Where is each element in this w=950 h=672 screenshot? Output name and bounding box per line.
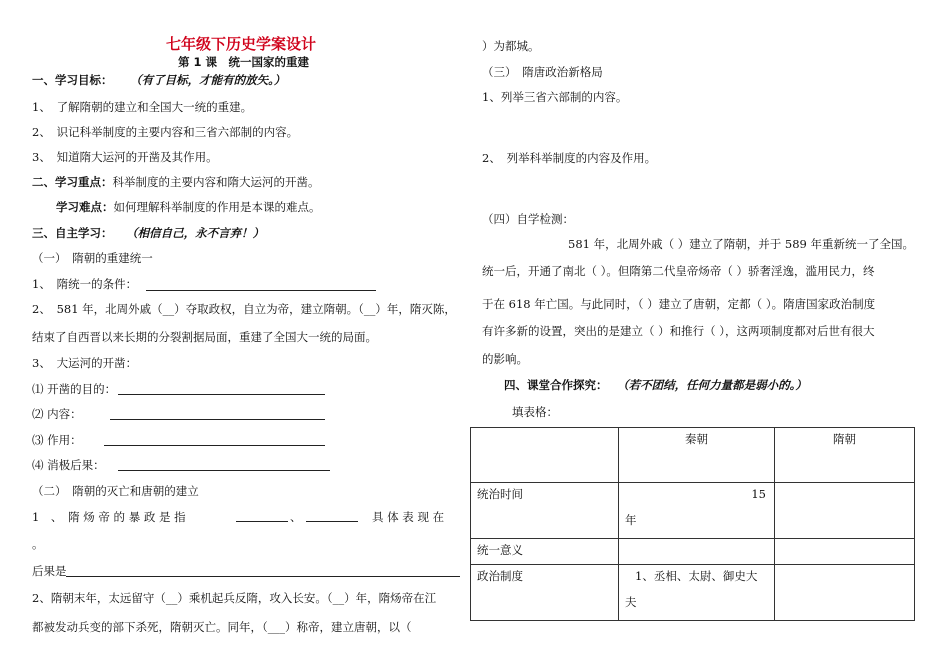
question-4-sep: 、	[290, 510, 302, 524]
table-cell	[619, 565, 775, 621]
question-3: 3、 大运河的开凿：	[32, 356, 138, 370]
difficulty-text: 如何理解科举制度的作用是本课的难点。	[113, 200, 321, 214]
answer-line	[306, 521, 358, 522]
self-test-paragraph-line: 统一后，开通了南北（ ）。但隋第二代皇帝炀帝（ ）骄奢淫逸，滥用民力，终	[482, 264, 875, 278]
table-header-cell	[471, 428, 619, 483]
table-cell-value: 年	[625, 513, 637, 527]
coop-note: （若不团结，任何力量都是弱小的。）	[617, 378, 807, 392]
answer-line	[104, 445, 325, 446]
consequence-label: 后果是	[32, 564, 67, 578]
question-1: 1、 隋统一的条件：	[32, 277, 138, 291]
table-cell-value: 15	[751, 487, 766, 501]
goal-item: 2、 识记科举制度的主要内容和三省六部制的内容。	[32, 125, 299, 139]
section-1-title: （一） 隋朝的重建统一	[32, 251, 153, 265]
table-row	[471, 565, 915, 621]
canal-negative-label: ⑷ 消极后果：	[32, 458, 105, 472]
right-question-2: 2、 列举科举制度的内容及作用。	[482, 151, 657, 165]
self-test-paragraph-line: 于在 618 年亡国。与此同时，（ ）建立了唐朝，定都（ ）。隋唐国家政治制度	[482, 297, 876, 311]
self-test-paragraph-line: 的影响。	[482, 352, 528, 366]
answer-line	[118, 470, 330, 471]
table-cell	[775, 565, 915, 621]
self-note: （相信自己，永不言弃！）	[126, 226, 265, 240]
table-cell	[775, 539, 915, 565]
goals-heading-row	[32, 72, 285, 88]
goal-item: 3、 知道隋大运河的开凿及其作用。	[32, 150, 218, 164]
table-row	[471, 483, 915, 539]
comparison-table	[470, 427, 915, 621]
lesson-title: 第 1 课 统一国家的重建	[178, 55, 310, 69]
fill-table-label: 填表格：	[512, 405, 558, 419]
table-cell-value: 1、丞相、太尉、御史大	[635, 569, 758, 583]
self-heading-row	[32, 225, 264, 241]
self-test-paragraph-line: 有许多新的设置，突出的是建立（ ）和推行（ ），这两项制度都对后世有很大	[482, 324, 875, 338]
self-heading: 三、自主学习：	[32, 226, 113, 240]
answer-line	[110, 419, 325, 420]
question-5-line1: 2、隋朝末年，太远留守（__）乘机起兵反隋，攻入长安。（__）年，隋炀帝在江	[32, 591, 437, 605]
section-4-title: （四）自学检测：	[482, 212, 574, 226]
question-2-line2: 结束了自西晋以来长期的分裂割据局面，重建了全国大一统的局面。	[32, 330, 377, 344]
section-2-title: （二） 隋朝的灭亡和唐朝的建立	[32, 484, 199, 498]
page-title: 七年级下历史学案设计	[166, 35, 317, 53]
answer-line	[146, 290, 376, 291]
coop-heading: 四、课堂合作探究：	[504, 378, 608, 392]
table-header-cell: 秦朝	[619, 428, 775, 483]
table-header-row	[471, 428, 915, 483]
table-header-cell: 隋朝	[775, 428, 915, 483]
table-cell	[619, 539, 775, 565]
table-cell	[775, 483, 915, 539]
question-2-line1: 2、 581 年，北周外戚（__）夺取政权，自立为帝，建立隋朝。（__）年，隋灭陈，	[32, 302, 456, 316]
section-3-title: （三） 隋唐政治新格局	[482, 65, 603, 79]
goals-heading: 一、学习目标：	[32, 73, 113, 87]
goal-item: 1、 了解隋朝的建立和全国大一统的重建。	[32, 100, 253, 114]
difficulty-row	[56, 199, 321, 215]
table-cell: 统一意义	[471, 539, 619, 565]
question-4-end: 。	[32, 537, 44, 551]
canal-purpose-label: ⑴ 开凿的目的：	[32, 382, 117, 396]
canal-content-label: ⑵ 内容：	[32, 407, 82, 421]
right-question-1: 1、列举三省六部制的内容。	[482, 90, 628, 104]
self-test-paragraph-line: 581 年，北周外戚（ ）建立了隋朝，并于 589 年重新统一了全国。	[568, 237, 915, 251]
table-cell-value: 夫	[625, 595, 637, 609]
answer-line	[118, 394, 325, 395]
coop-heading-row	[504, 377, 807, 393]
table-cell: 统治时间	[471, 483, 619, 539]
key-heading: 二、学习重点：	[32, 175, 113, 189]
key-text: 科举制度的主要内容和隋大运河的开凿。	[112, 175, 320, 189]
continuation-text: ）为都城。	[482, 39, 540, 53]
difficulty-heading: 学习难点：	[56, 200, 114, 214]
question-4-text: 1 、 隋 炀 帝 的 暴 政 是 指	[32, 510, 186, 524]
table-cell: 政治制度	[471, 565, 619, 621]
answer-line	[236, 521, 288, 522]
question-4-tail: 具 体 表 现 在	[372, 510, 445, 524]
answer-line	[66, 576, 460, 577]
table-cell	[619, 483, 775, 539]
table-row	[471, 539, 915, 565]
key-row	[32, 174, 320, 190]
canal-effect-label: ⑶ 作用：	[32, 433, 82, 447]
question-5-line2: 都被发动兵变的部下杀死，隋朝灭亡。同年，（___）称帝，建立唐朝，以（	[32, 620, 412, 634]
goals-note: （有了目标，才能有的放矢。）	[130, 73, 286, 87]
